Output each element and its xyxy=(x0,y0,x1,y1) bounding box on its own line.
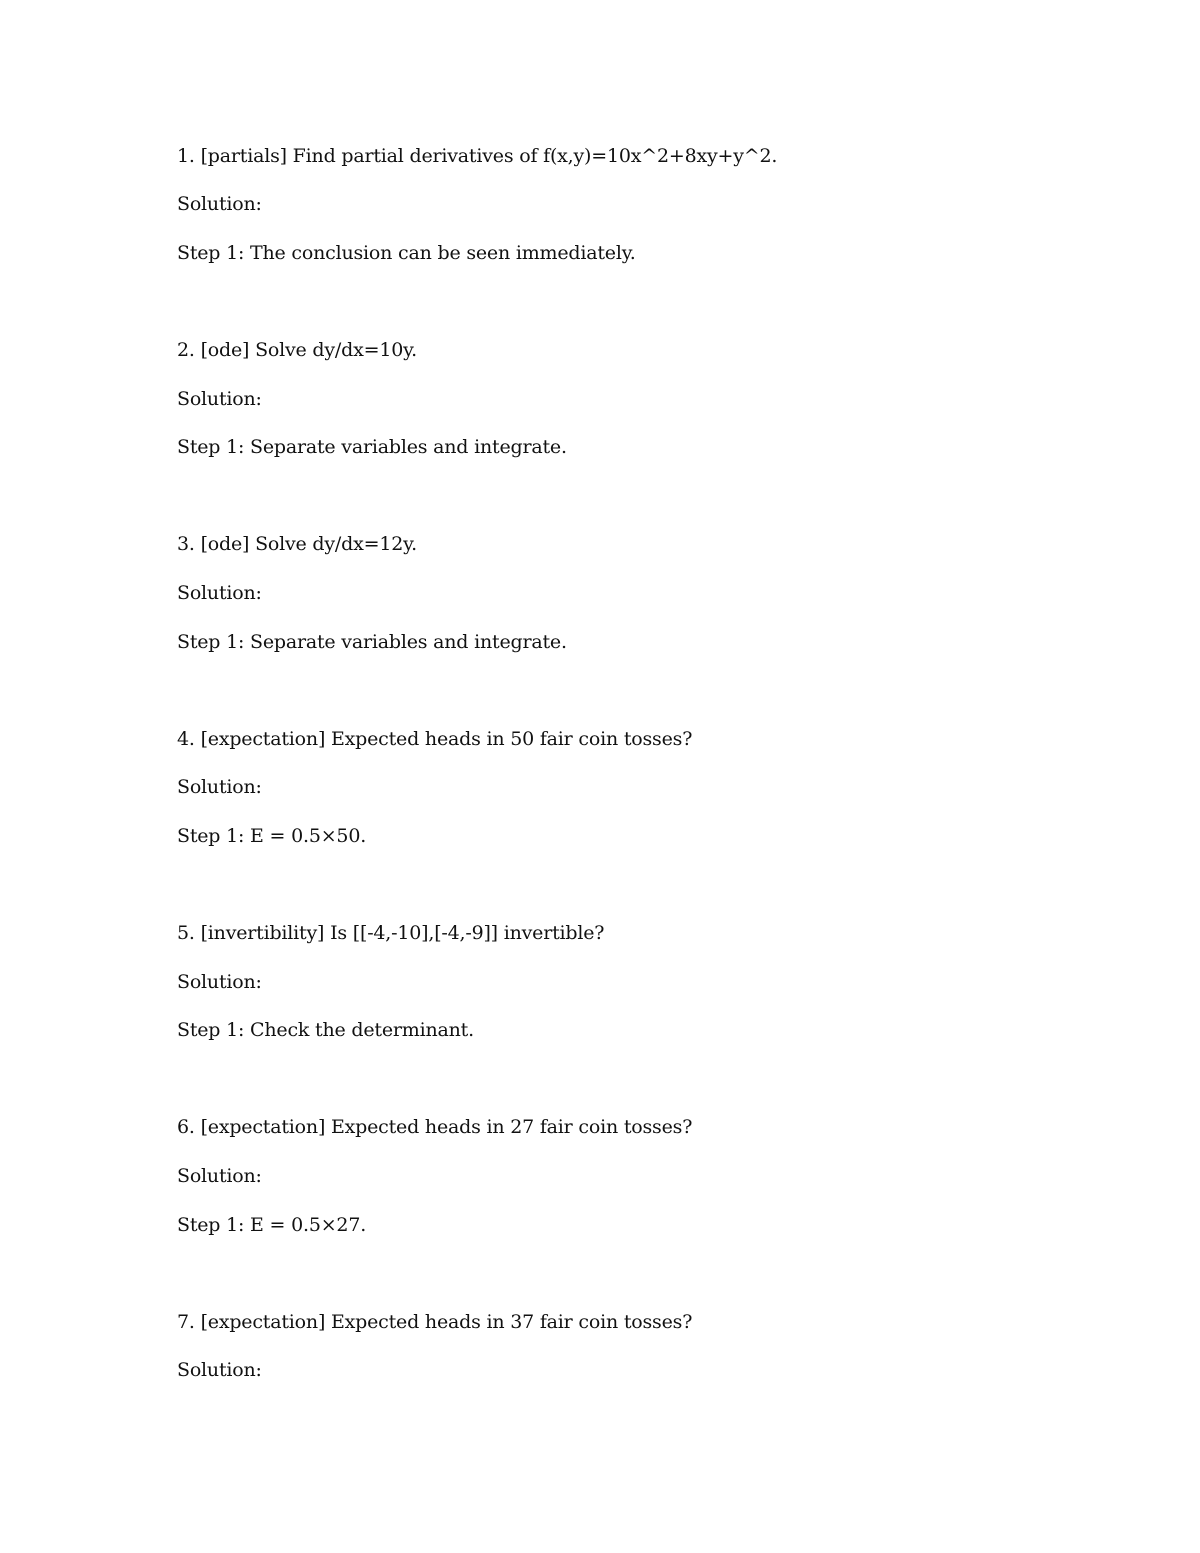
problem-4-question: 4. [expectation] Expected heads in 50 fair coin tosses? xyxy=(177,728,693,750)
problem-7-solution-label: Solution: xyxy=(177,1359,262,1381)
problem-4-solution-label: Solution: xyxy=(177,776,262,798)
problem-6-step-1: Step 1: E = 0.5×27. xyxy=(177,1214,367,1236)
problem-3-question: 3. [ode] Solve dy/dx=12y. xyxy=(177,533,417,555)
problem-5-step-1: Step 1: Check the determinant. xyxy=(177,1019,474,1041)
problem-1-question: 1. [partials] Find partial derivatives of f(x,y)=10x^2+8xy+y^2. xyxy=(177,145,778,167)
problem-7-question: 7. [expectation] Expected heads in 37 fair coin tosses? xyxy=(177,1311,693,1333)
problem-2-question: 2. [ode] Solve dy/dx=10y. xyxy=(177,339,417,361)
problem-3-step-1: Step 1: Separate variables and integrate. xyxy=(177,631,567,653)
problem-5-solution-label: Solution: xyxy=(177,971,262,993)
problem-1-step-1: Step 1: The conclusion can be seen immediately. xyxy=(177,242,636,264)
problem-2-solution-label: Solution: xyxy=(177,388,262,410)
problem-6-question: 6. [expectation] Expected heads in 27 fair coin tosses? xyxy=(177,1116,693,1138)
problem-6-solution-label: Solution: xyxy=(177,1165,262,1187)
problem-4-step-1: Step 1: E = 0.5×50. xyxy=(177,825,367,847)
problem-1-solution-label: Solution: xyxy=(177,193,262,215)
problem-3-solution-label: Solution: xyxy=(177,582,262,604)
problem-2-step-1: Step 1: Separate variables and integrate. xyxy=(177,436,567,458)
problem-5-question: 5. [invertibility] Is [[-4,-10],[-4,-9]] invertible? xyxy=(177,922,605,944)
